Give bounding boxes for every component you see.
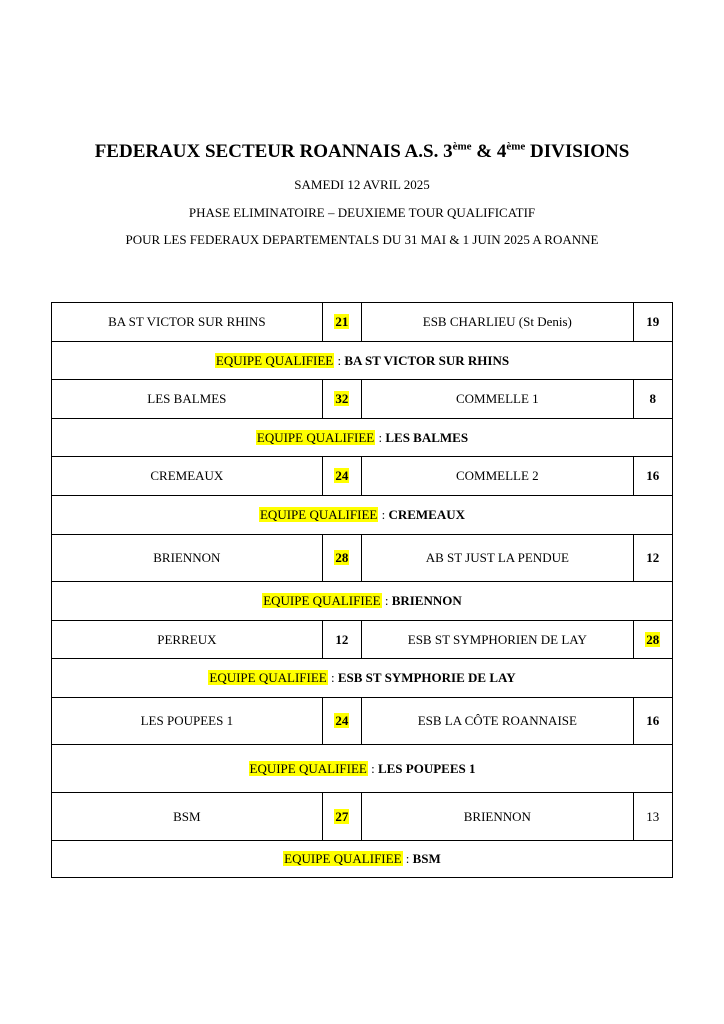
away-score: 8 [633, 380, 672, 419]
match-row [52, 380, 673, 419]
away-score: 16 [633, 457, 672, 496]
qualified-cell: EQUIPE QUALIFIEE : CREMEAUX [52, 496, 673, 535]
home-score: 21 [322, 303, 361, 342]
qualified-row [52, 342, 673, 380]
page-title: FEDERAUX SECTEUR ROANNAIS A.S. 3ème & 4ème DIVISIONS [94, 140, 630, 162]
away-team: ESB LA CÔTE ROANNAISE [362, 698, 633, 745]
qualified-team: LES POUPEES 1 [377, 760, 476, 776]
qualified-label: EQUIPE QUALIFIEE [215, 352, 334, 368]
qualified-label: EQUIPE QUALIFIEE [249, 760, 367, 776]
match-row [52, 621, 673, 659]
qualified-label: EQUIPE QUALIFIEE [256, 429, 375, 445]
match-row [52, 793, 673, 841]
home-team: BRIENNON [52, 535, 323, 582]
match-row [52, 535, 673, 582]
qualified-row [52, 841, 673, 878]
qualified-cell: EQUIPE QUALIFIEE : ESB ST SYMPHORIE DE LAY [52, 659, 673, 698]
away-score: 19 [633, 303, 672, 342]
qualified-label: EQUIPE QUALIFIEE [263, 593, 381, 608]
qualified-team: LES BALMES [385, 429, 469, 445]
home-score: 24 [322, 698, 361, 745]
home-team: LES BALMES [52, 380, 323, 419]
qualified-team: BA ST VICTOR SUR RHINS [344, 352, 510, 368]
home-team: BSM [52, 793, 323, 841]
qualified-label: EQUIPE QUALIFIEE [209, 670, 327, 685]
away-score: 12 [633, 535, 672, 582]
qualified-cell: EQUIPE QUALIFIEE : BRIENNON [52, 582, 673, 621]
qualified-label: EQUIPE QUALIFIEE [259, 507, 378, 522]
away-team: COMMELLE 2 [362, 457, 633, 496]
match-row [52, 303, 673, 342]
home-score: 24 [322, 457, 361, 496]
qualified-cell: EQUIPE QUALIFIEE : BSM [52, 841, 673, 878]
home-score: 27 [322, 793, 361, 841]
away-score: 16 [633, 698, 672, 745]
home-team: PERREUX [52, 621, 323, 659]
qualified-cell: EQUIPE QUALIFIEE : LES BALMES [52, 419, 673, 457]
qualified-team: BSM [412, 851, 441, 866]
home-team: LES POUPEES 1 [52, 698, 323, 745]
away-score: 28 [633, 621, 672, 659]
qualified-row [52, 659, 673, 698]
qualified-cell: EQUIPE QUALIFIEE : BA ST VICTOR SUR RHINS [52, 342, 673, 380]
away-team: ESB ST SYMPHORIEN DE LAY [362, 621, 633, 659]
home-score: 28 [322, 535, 361, 582]
qualified-row [52, 496, 673, 535]
qualified-row [52, 745, 673, 793]
qualified-label: EQUIPE QUALIFIEE [284, 851, 402, 866]
match-row [52, 457, 673, 496]
event-description: POUR LES FEDERAUX DEPARTEMENTALS DU 31 MAI & 1 JUIN 2025 A ROANNE [125, 232, 599, 247]
away-score: 13 [633, 793, 672, 841]
qualified-team: CREMEAUX [388, 507, 466, 522]
away-team: COMMELLE 1 [362, 380, 633, 419]
away-team: ESB CHARLIEU (St Denis) [362, 303, 633, 342]
qualified-row [52, 419, 673, 457]
match-row [52, 698, 673, 745]
qualified-team: BRIENNON [391, 593, 462, 608]
qualified-row [52, 582, 673, 621]
home-score: 32 [322, 380, 361, 419]
away-team: BRIENNON [362, 793, 633, 841]
home-team: BA ST VICTOR SUR RHINS [52, 303, 323, 342]
qualified-team: ESB ST SYMPHORIE DE LAY [337, 670, 516, 685]
home-score: 12 [322, 621, 361, 659]
results-table [51, 302, 673, 878]
event-date: SAMEDI 12 AVRIL 2025 [294, 177, 430, 192]
qualified-cell: EQUIPE QUALIFIEE : LES POUPEES 1 [52, 745, 673, 793]
away-team: AB ST JUST LA PENDUE [362, 535, 633, 582]
home-team: CREMEAUX [52, 457, 323, 496]
phase-title: PHASE ELIMINATOIRE – DEUXIEME TOUR QUALIFICATIF [188, 205, 536, 220]
